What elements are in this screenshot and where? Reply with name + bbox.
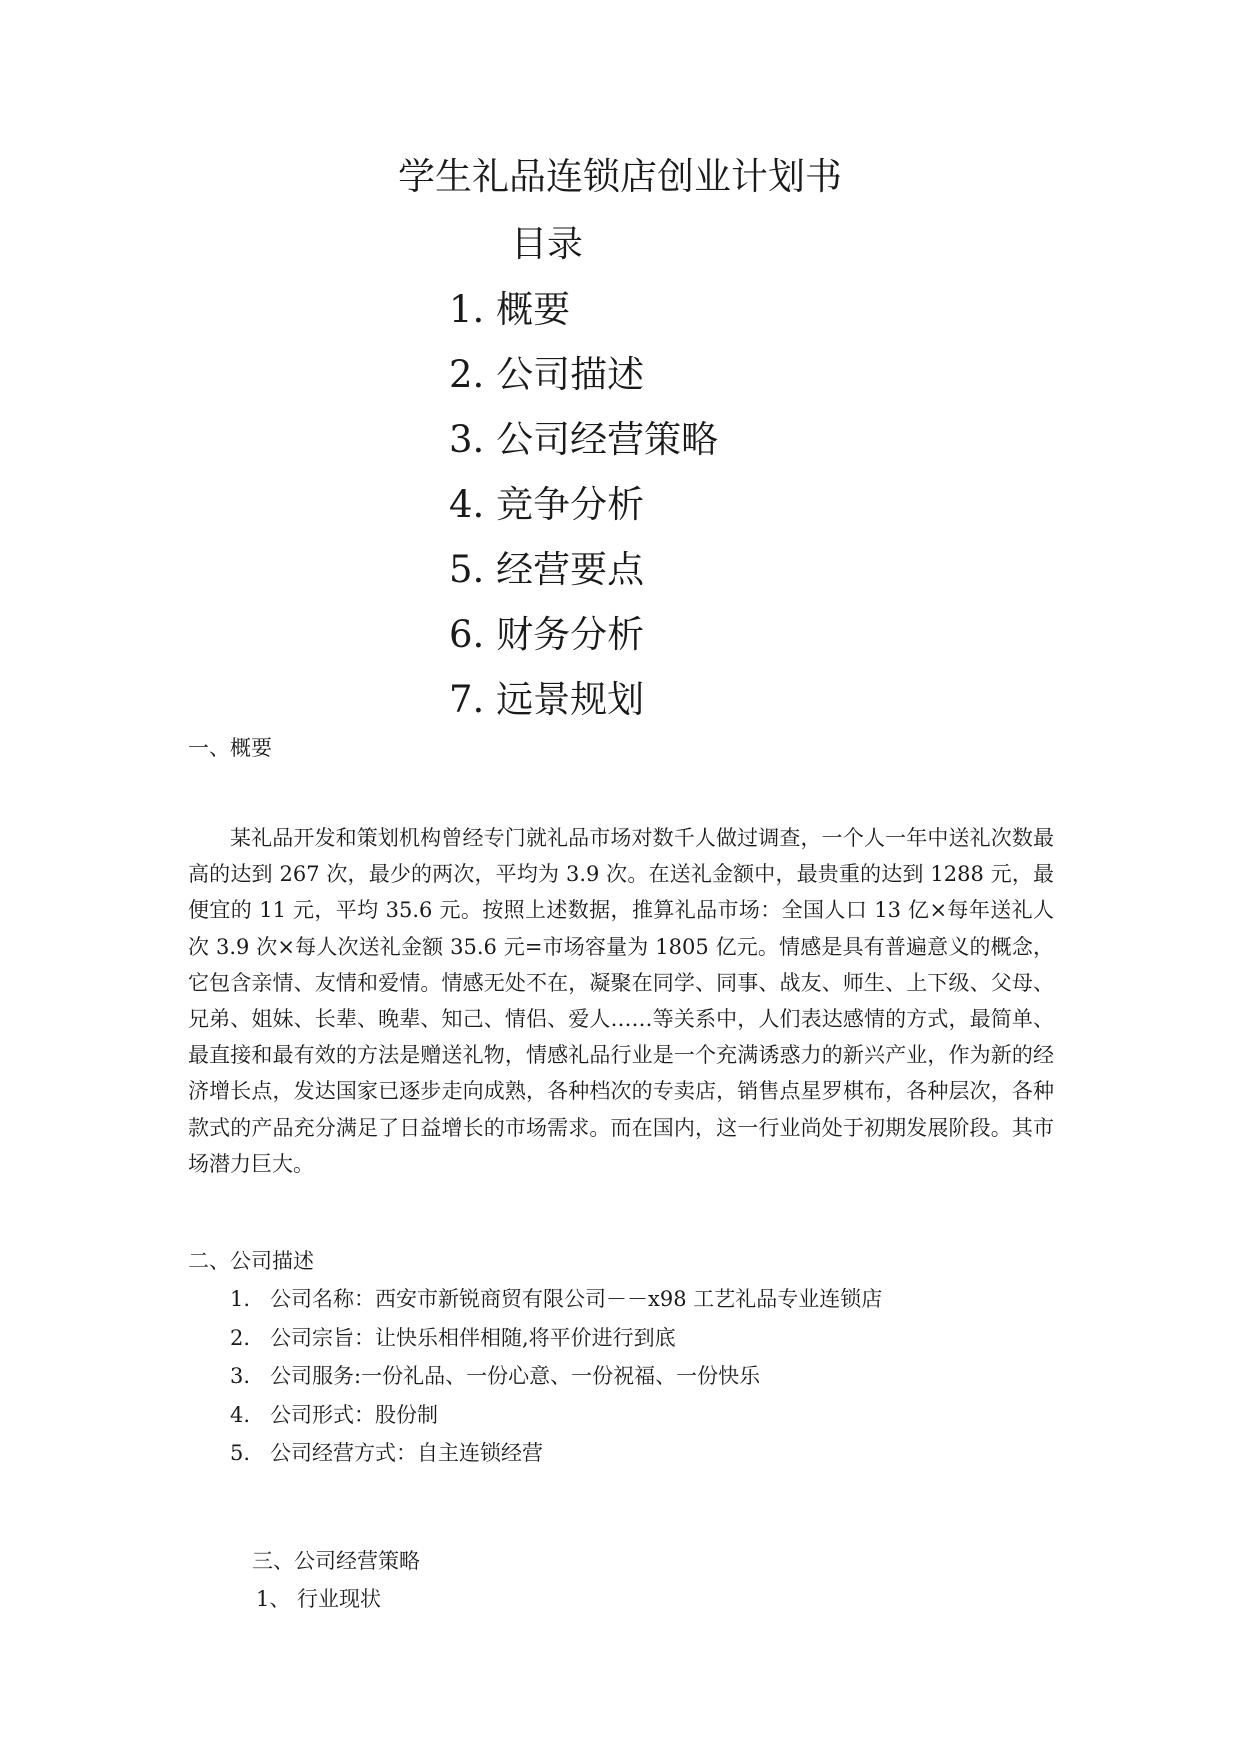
summary-paragraph: 某礼品开发和策划机构曾经专门就礼品市场对数千人做过调查，一个人一年中送礼次数最高的达到 267 次，最少的两次，平均为 3.9 次。在送礼金额中，最贵重的达到 1288 元，最便宜的 11 元，平均 35.6 元。按照上述数据，推算礼品市场：全国人口 13 亿×每年送礼人次 3.9 次×每人次送礼金额 35.6 元=市场容量为 1805 亿元。情感是具有普遍意义的概念，它包含亲情、友情和爱情。情感无处不在，凝聚在同学、同事、战友、师生、上下级、父母、兄弟、姐妹、长辈、晚辈、知己、情侣、爱人……等关系中，人们表达感情的方式，最简单、最直接和最有效的方法是赠送礼物，情感礼品行业是一个充满诱惑力的新兴产业，作为新的经济增长点，发达国家已逐步走向成熟，各种档次的专卖店，销售点星罗棋布，各种层次，各种款式的产品充分满足了日益增长的市场需求。而在国内，这一行业尚处于初期发展阶段。其市场潜力巨大。 <box>188 826 1054 1176</box>
document-title: 学生礼品连锁店创业计划书 <box>398 155 842 198</box>
list-item-text: 公司宗旨：让快乐相伴相随,将平价进行到底 <box>270 1325 676 1350</box>
list-item <box>230 1438 882 1477</box>
list-item-text: 公司经营方式：自主连锁经营 <box>270 1441 543 1465</box>
list-item-number: 5. <box>230 1441 251 1465</box>
table-of-contents <box>449 285 718 740</box>
toc-item-business-strategy: 3. 公司经营策略 <box>449 418 719 461</box>
toc-heading: 目录 <box>511 224 584 265</box>
toc-item-financial-analysis: 6. 财务分析 <box>449 613 645 656</box>
section-heading-business-strategy: 三、公司经营策略 <box>252 1549 420 1573</box>
list-item <box>230 1400 882 1439</box>
toc-item-competition-analysis: 4. 竞争分析 <box>449 483 645 526</box>
list-item <box>230 1361 882 1400</box>
list-item-number: 4. <box>230 1402 251 1427</box>
section-heading-summary: 一、概要 <box>188 736 272 760</box>
list-item-text: 公司形式：股份制 <box>270 1402 438 1427</box>
company-description-list <box>230 1284 882 1477</box>
list-item <box>230 1284 882 1323</box>
list-item-number: 3. <box>230 1364 251 1388</box>
toc-item-summary: 1. 概要 <box>449 288 571 331</box>
list-item <box>230 1323 882 1362</box>
toc-item-future-planning: 7. 远景规划 <box>449 678 645 721</box>
subsection-industry-status: 1、 行业现状 <box>256 1587 382 1611</box>
list-item-number: 2. <box>230 1325 251 1350</box>
list-item-number: 1. <box>230 1287 251 1311</box>
list-item-text: 公司名称：西安市新锐商贸有限公司－－x98 工艺礼品专业连锁店 <box>270 1287 883 1311</box>
section-heading-company-description: 二、公司描述 <box>188 1249 314 1273</box>
list-item-text: 公司服务:一份礼品、一份心意、一份祝福、一份快乐 <box>270 1364 761 1388</box>
toc-item-operation-points: 5. 经营要点 <box>449 548 645 591</box>
toc-item-company-description: 2. 公司描述 <box>449 353 645 396</box>
